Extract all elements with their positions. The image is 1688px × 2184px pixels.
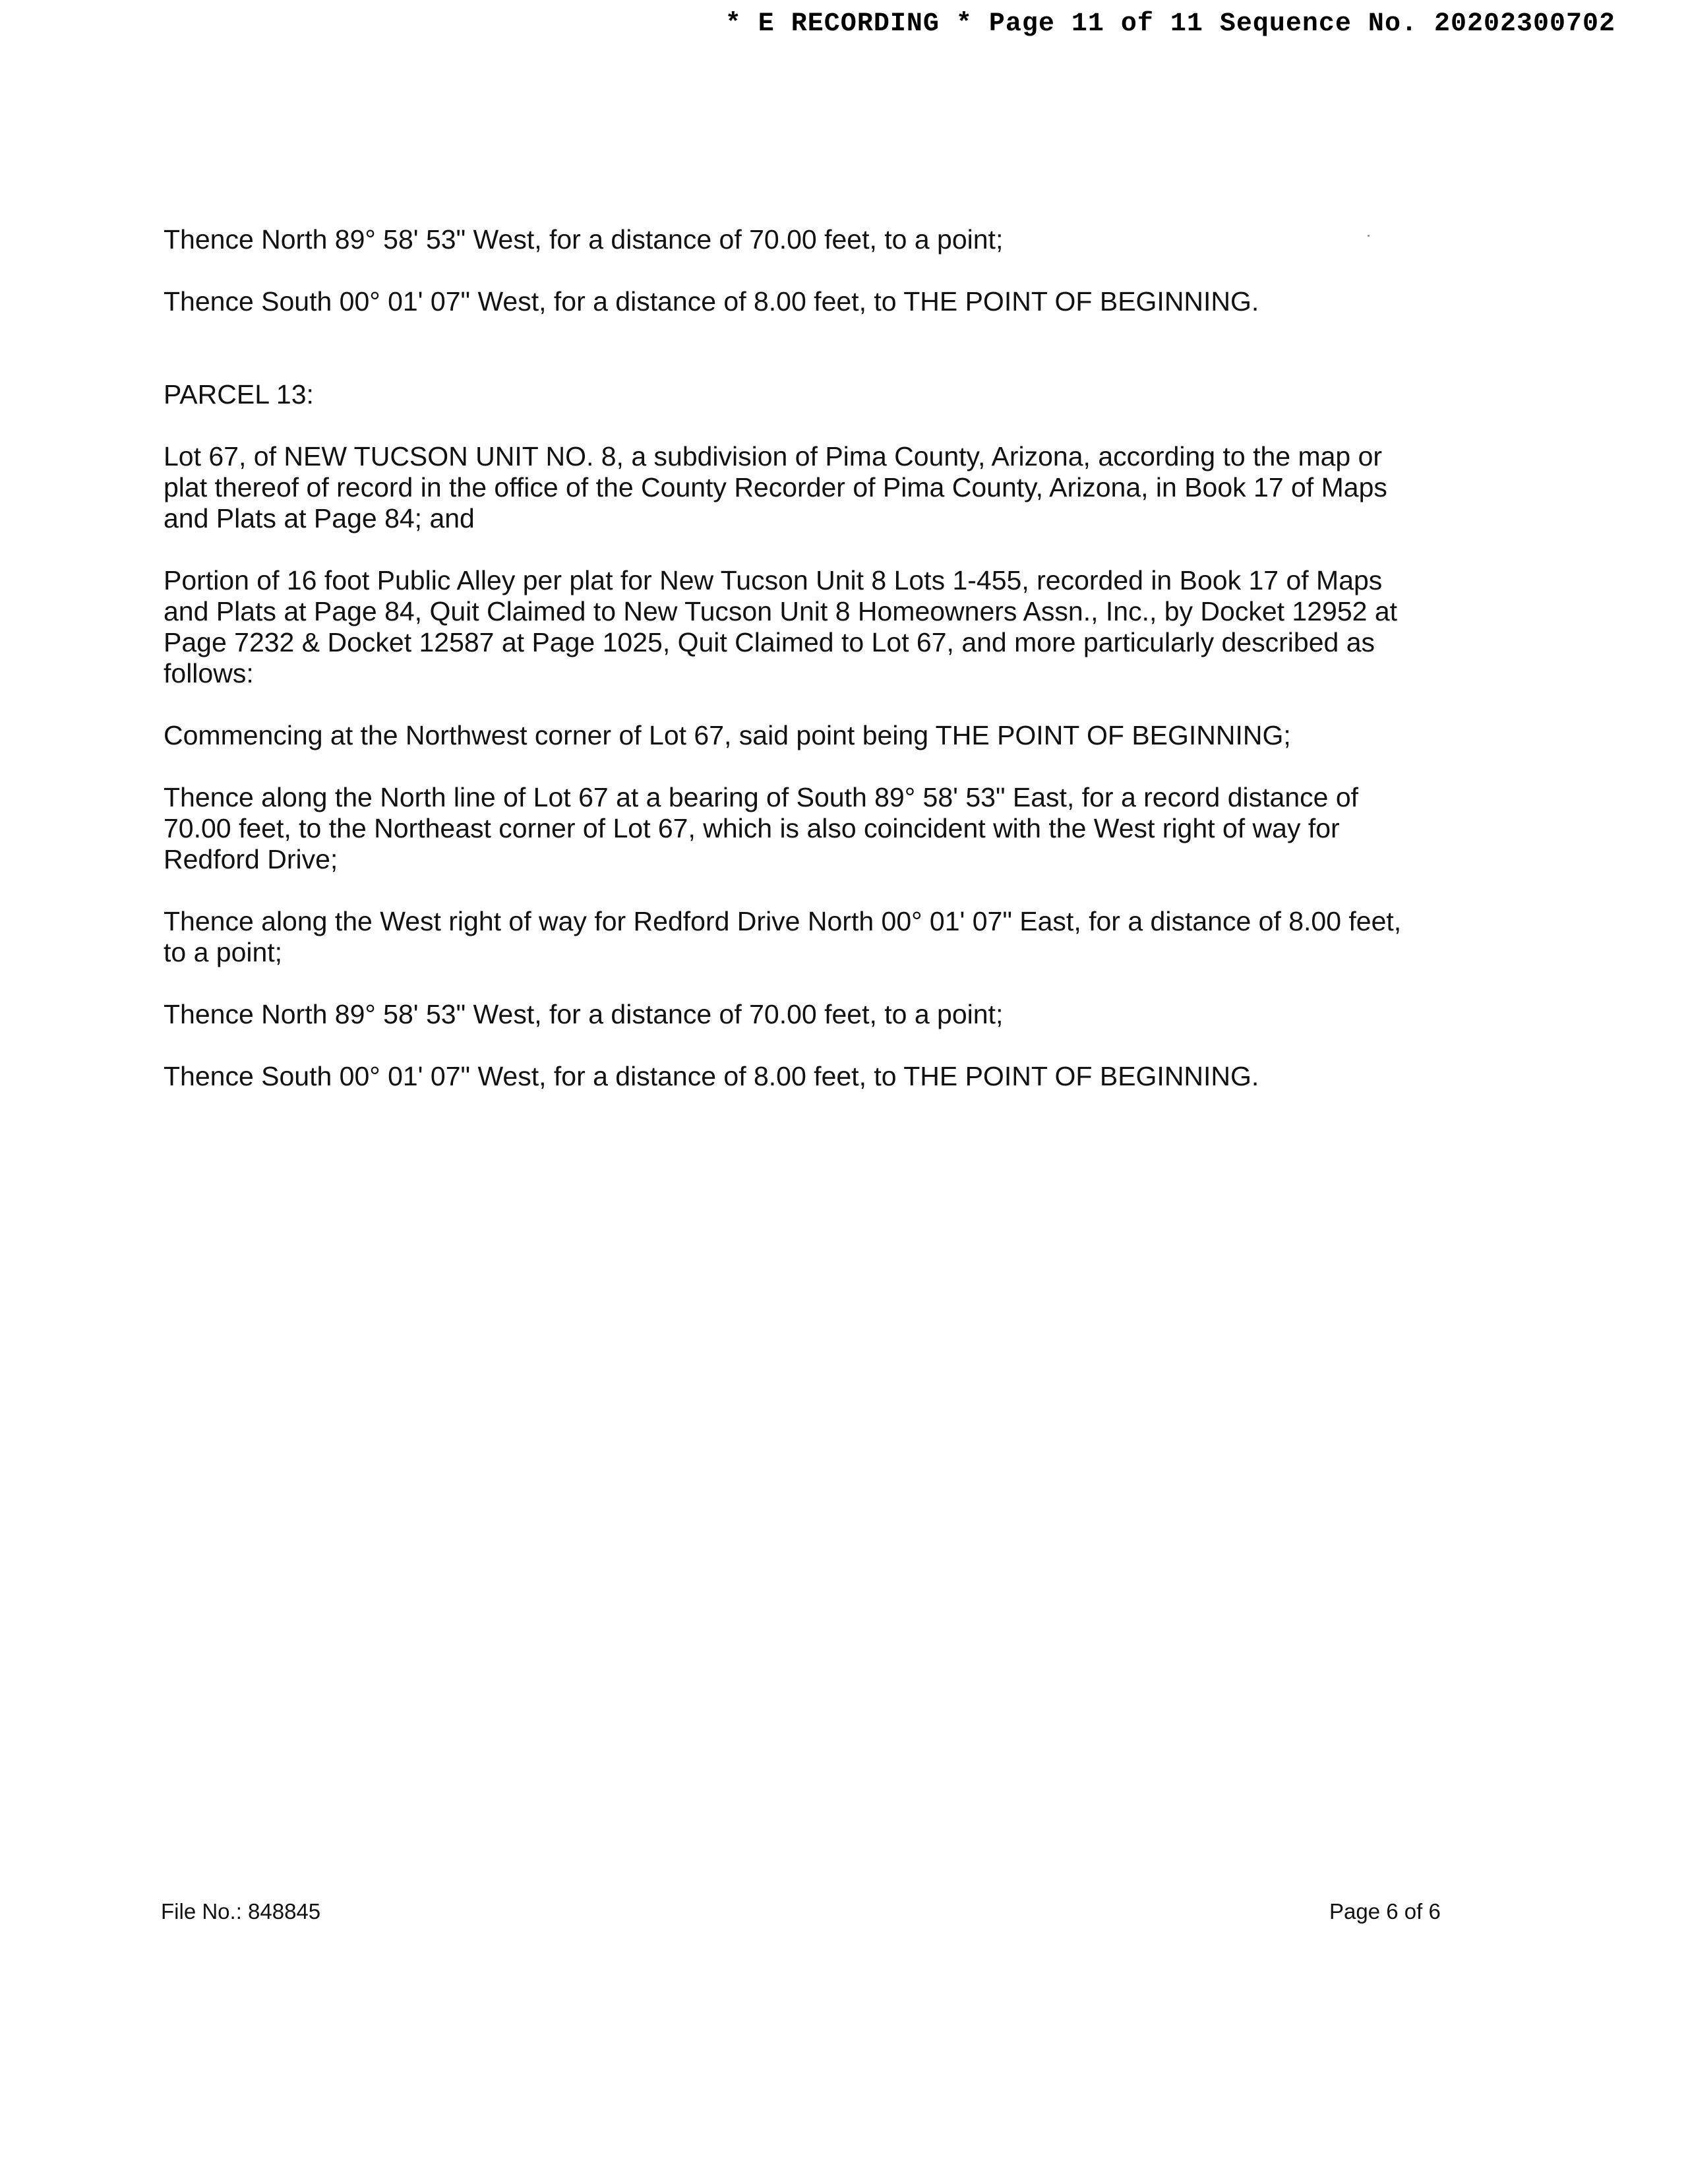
paragraph-lot-description: Lot 67, of NEW TUCSON UNIT NO. 8, a subdivision of Pima County, Arizona, according to the map or plat thereof of record in the office of the County Recorder of Pima County, Arizona, in Book 17 of Maps and Plats at Page 84; and bbox=[164, 441, 1387, 533]
document-body bbox=[164, 224, 1430, 1123]
paragraph-thence-south-2: Thence South 00° 01' 07" West, for a distance of 8.00 feet, to THE POINT OF BEGINNING. bbox=[164, 1061, 1259, 1091]
paragraph-commencing: Commencing at the Northwest corner of Lot 67, said point being THE POINT OF BEGINNING; bbox=[164, 720, 1291, 750]
paragraph-north-line: Thence along the North line of Lot 67 at a bearing of South 89° 58' 53" East, for a record distance of 70.00 feet, to the Northeast corner of Lot 67, which is also coincident with the West right of way for Redford Drive; bbox=[164, 782, 1359, 874]
footer-file-number: File No.: 848845 bbox=[161, 1899, 321, 1924]
paragraph-thence-south-end: Thence South 00° 01' 07" West, for a distance of 8.00 feet, to THE POINT OF BEGINNING. bbox=[164, 286, 1259, 317]
paragraph-alley-portion: Portion of 16 foot Public Alley per plat for New Tucson Unit 8 Lots 1-455, recorded in Book 17 of Maps and Plats at Page 84, Quit Claimed to New Tucson Unit 8 Homeowners Assn., Inc., by Docket 12952 at Page 7232 & Docket 12587 at Page 1025, Quit Claimed to Lot 67, and more particularly described as follows: bbox=[164, 565, 1398, 688]
paragraph-thence-west-2: Thence North 89° 58' 53" West, for a distance of 70.00 feet, to a point; bbox=[164, 999, 1004, 1029]
footer-page-number: Page 6 of 6 bbox=[1329, 1899, 1441, 1924]
recording-header: * E RECORDING * Page 11 of 11 Sequence No. 20202300702 bbox=[725, 9, 1615, 39]
paragraph-west-right-of-way: Thence along the West right of way for Redford Drive North 00° 01' 07" East, for a distance of 8.00 feet, to a point; bbox=[164, 906, 1402, 967]
parcel-heading: PARCEL 13: bbox=[164, 379, 314, 410]
paragraph-thence-west: Thence North 89° 58' 53" West, for a distance of 70.00 feet, to a point; bbox=[164, 224, 1004, 255]
